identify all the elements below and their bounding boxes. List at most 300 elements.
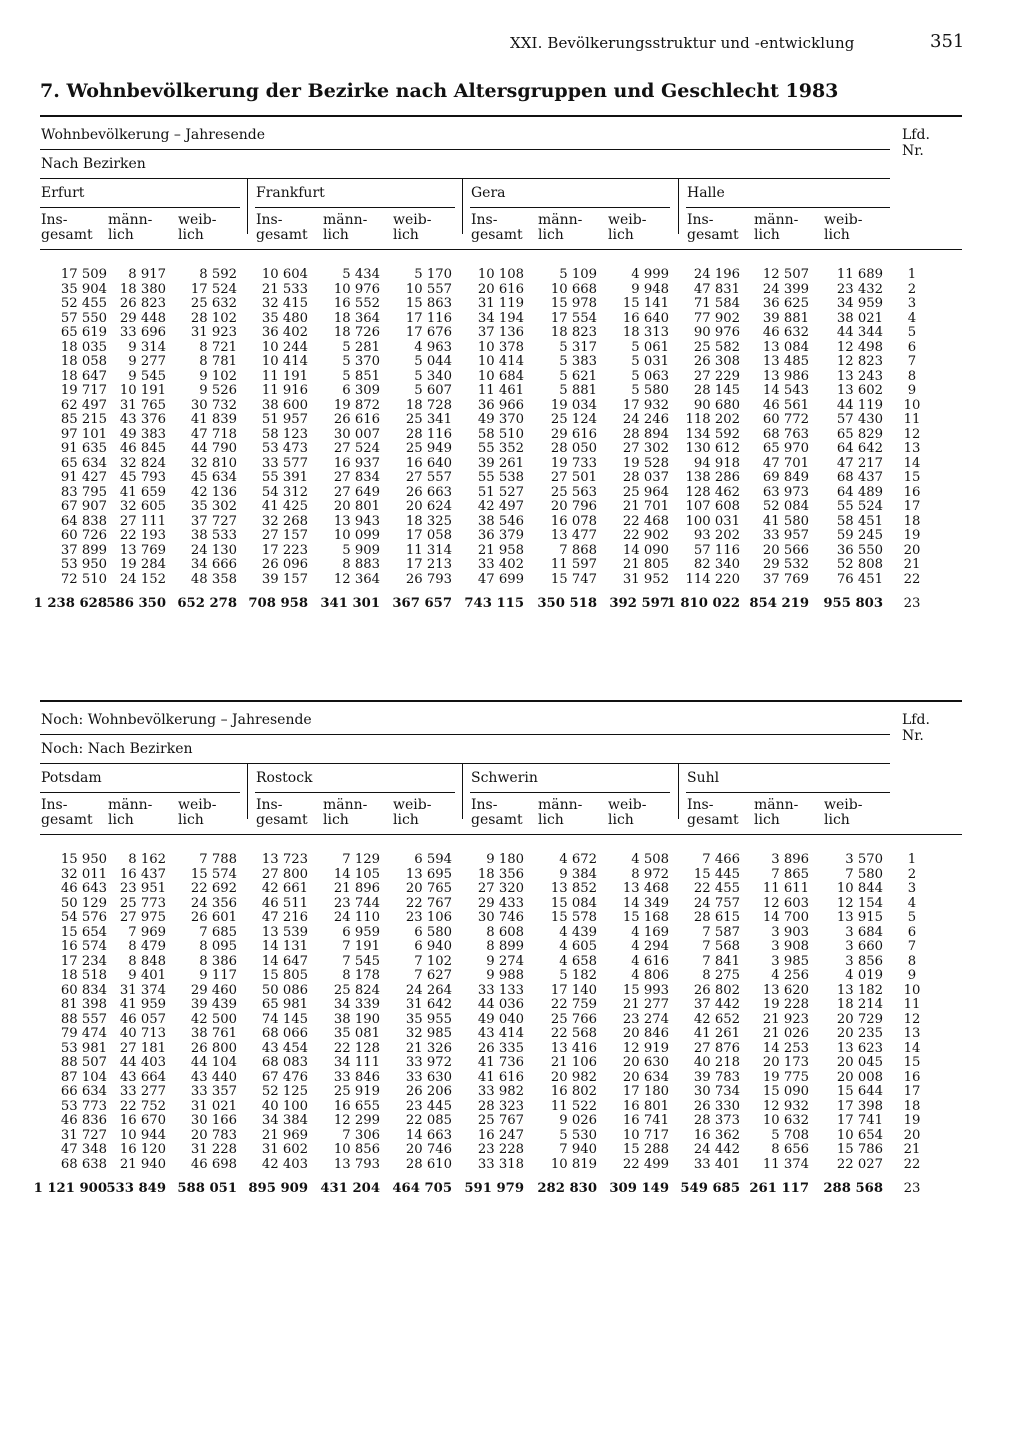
table-row [0, 428, 1024, 442]
data-cell: 60 772 [762, 412, 809, 427]
data-cell: 27 320 [477, 881, 524, 896]
data-cell: 45 793 [119, 470, 166, 485]
district-underline [470, 207, 670, 208]
data-cell: 3 660 [845, 939, 883, 954]
data-cell: 10 244 [261, 339, 308, 355]
row-number: 10 [903, 397, 921, 413]
data-cell: 49 370 [477, 412, 524, 427]
data-cell: 37 899 [60, 542, 107, 558]
table-row [0, 283, 1024, 297]
data-cell: 30 166 [190, 1113, 237, 1128]
data-cell: 24 196 [693, 267, 740, 282]
district-underline [686, 792, 890, 793]
data-cell: 25 124 [550, 412, 597, 427]
data-cell: 43 440 [190, 1069, 237, 1085]
data-cell: 42 136 [190, 484, 237, 500]
data-cell: 38 190 [333, 1011, 380, 1027]
data-cell: 13 468 [622, 881, 669, 896]
data-cell: 114 220 [685, 571, 740, 587]
row-number: 22 [903, 571, 921, 587]
data-cell: 24 110 [333, 910, 380, 925]
data-cell: 15 644 [836, 1084, 883, 1099]
row-number: 7 [907, 939, 917, 954]
total-cell: 652 278 [177, 596, 237, 611]
data-cell: 8 386 [199, 953, 237, 969]
data-cell: 22 759 [550, 997, 597, 1012]
row-number: 6 [907, 924, 917, 940]
data-cell: 13 623 [836, 1040, 883, 1056]
total-cell: 367 657 [392, 596, 452, 611]
data-cell: 4 439 [559, 924, 597, 940]
data-cell: 26 096 [261, 557, 308, 572]
data-cell: 4 672 [559, 852, 597, 867]
data-cell: 32 011 [60, 866, 107, 882]
data-cell: 13 477 [550, 528, 597, 543]
table-row [0, 1056, 1024, 1070]
data-cell: 10 976 [333, 281, 380, 297]
data-cell: 87 104 [60, 1069, 107, 1085]
data-cell: 18 058 [60, 354, 107, 369]
data-cell: 25 767 [477, 1113, 524, 1128]
data-cell: 41 616 [477, 1069, 524, 1085]
data-cell: 15 574 [190, 866, 237, 882]
table-row [0, 897, 1024, 911]
table-row [0, 1027, 1024, 1041]
data-cell: 10 684 [477, 368, 524, 384]
data-cell: 17 741 [836, 1113, 883, 1128]
row-number: 12 [903, 426, 921, 442]
table-row [0, 926, 1024, 940]
data-cell: 46 511 [261, 895, 308, 911]
row-number: 2 [907, 281, 917, 297]
total-cell: 549 685 [680, 1181, 740, 1196]
data-cell: 18 647 [60, 368, 107, 384]
data-cell: 5 170 [414, 267, 452, 282]
data-cell: 25 632 [190, 296, 237, 311]
data-cell: 18 726 [333, 325, 380, 340]
data-cell: 18 035 [60, 339, 107, 355]
district-name-schwerin: Schwerin [471, 770, 538, 786]
data-cell: 28 615 [693, 910, 740, 925]
data-cell: 33 630 [405, 1069, 452, 1085]
data-cell: 34 194 [477, 310, 524, 326]
row-number: 3 [907, 296, 917, 311]
table-row [0, 853, 1024, 867]
data-cell: 9 526 [199, 383, 237, 398]
data-cell: 27 975 [119, 910, 166, 925]
data-cell: 32 824 [119, 455, 166, 471]
data-cell: 138 286 [685, 470, 740, 485]
data-cell: 5 881 [559, 383, 597, 398]
data-cell: 5 061 [631, 339, 669, 355]
data-cell: 43 376 [119, 412, 166, 427]
data-cell: 27 229 [693, 368, 740, 384]
table-row [0, 326, 1024, 340]
data-cell: 28 037 [622, 470, 669, 485]
data-cell: 14 647 [261, 953, 308, 969]
row-number: 20 [903, 1127, 921, 1143]
data-cell: 27 501 [550, 470, 597, 485]
data-cell: 10 378 [477, 339, 524, 355]
data-cell: 55 352 [477, 441, 524, 456]
data-cell: 45 634 [190, 470, 237, 485]
data-cell: 26 802 [693, 982, 740, 998]
data-cell: 30 746 [477, 910, 524, 925]
data-cell: 10 108 [477, 267, 524, 282]
data-cell: 57 550 [60, 310, 107, 326]
row-number: 1 [907, 267, 917, 282]
data-cell: 33 402 [477, 557, 524, 572]
data-cell: 37 727 [190, 513, 237, 529]
data-cell: 25 563 [550, 484, 597, 500]
data-cell: 8 592 [199, 267, 237, 282]
data-cell: 51 527 [477, 484, 524, 500]
data-cell: 13 852 [550, 881, 597, 896]
data-cell: 55 391 [261, 470, 308, 485]
data-cell: 3 856 [845, 953, 883, 969]
row-number: 20 [903, 542, 921, 558]
data-cell: 17 234 [60, 953, 107, 969]
data-cell: 39 439 [190, 997, 237, 1012]
row-number: 10 [903, 982, 921, 998]
data-cell: 35 081 [333, 1026, 380, 1041]
data-cell: 33 133 [477, 982, 524, 998]
data-cell: 31 374 [119, 982, 166, 998]
column-header: Ins- gesamt [256, 212, 308, 243]
table-row [0, 341, 1024, 355]
data-cell: 38 600 [261, 397, 308, 413]
data-cell: 25 964 [622, 484, 669, 500]
data-cell: 130 612 [685, 441, 740, 456]
data-cell: 4 806 [631, 968, 669, 983]
data-cell: 31 952 [622, 571, 669, 587]
data-cell: 11 689 [836, 267, 883, 282]
data-cell: 5 607 [414, 383, 452, 398]
data-cell: 20 746 [405, 1142, 452, 1157]
data-cell: 16 802 [550, 1084, 597, 1099]
row-number: 19 [903, 528, 921, 543]
column-header: weib- lich [178, 797, 217, 828]
data-cell: 22 568 [550, 1026, 597, 1041]
total-cell: 1 238 628 [33, 596, 107, 611]
total-cell: 955 803 [823, 596, 883, 611]
data-cell: 36 966 [477, 397, 524, 413]
data-cell: 41 839 [190, 412, 237, 427]
data-cell: 91 427 [60, 470, 107, 485]
district-name-potsdam: Potsdam [41, 770, 102, 786]
data-cell: 21 533 [261, 281, 308, 297]
data-cell: 24 246 [622, 412, 669, 427]
data-cell: 24 356 [190, 895, 237, 911]
row-number: 14 [903, 455, 921, 471]
data-cell: 7 466 [702, 852, 740, 867]
table-row [0, 558, 1024, 572]
data-cell: 14 105 [333, 866, 380, 882]
data-cell: 9 102 [199, 368, 237, 384]
data-cell: 18 380 [119, 281, 166, 297]
data-cell: 28 116 [405, 426, 452, 442]
data-cell: 10 668 [550, 281, 597, 297]
data-cell: 18 325 [405, 513, 452, 529]
total-cell: 586 350 [106, 596, 166, 611]
data-cell: 17 180 [622, 1084, 669, 1099]
data-cell: 3 896 [771, 852, 809, 867]
column-header: männ- lich [323, 797, 368, 828]
data-cell: 52 125 [261, 1084, 308, 1099]
data-cell: 10 414 [261, 354, 308, 369]
total-cell: 341 301 [320, 596, 380, 611]
total-cell: 431 204 [320, 1181, 380, 1196]
data-cell: 63 973 [762, 484, 809, 500]
data-cell: 15 993 [622, 982, 669, 998]
data-cell: 24 264 [405, 982, 452, 998]
data-cell: 32 268 [261, 513, 308, 529]
data-cell: 44 119 [836, 397, 883, 413]
data-cell: 32 415 [261, 296, 308, 311]
data-cell: 18 214 [836, 997, 883, 1012]
row-number: 9 [907, 383, 917, 398]
data-cell: 8 721 [199, 339, 237, 355]
district-underline [40, 207, 240, 208]
data-cell: 13 182 [836, 982, 883, 998]
data-cell: 22 902 [622, 528, 669, 543]
data-cell: 69 849 [762, 470, 809, 485]
data-cell: 42 652 [693, 1011, 740, 1027]
data-cell: 17 932 [622, 397, 669, 413]
table-row [0, 1013, 1024, 1027]
data-cell: 74 145 [261, 1011, 308, 1027]
data-cell: 40 100 [261, 1098, 308, 1114]
data-cell: 46 698 [190, 1156, 237, 1172]
table-row [0, 1143, 1024, 1157]
row-number: 18 [903, 513, 921, 529]
data-cell: 24 442 [693, 1142, 740, 1157]
table-row [0, 1042, 1024, 1056]
data-cell: 52 808 [836, 557, 883, 572]
data-cell: 4 019 [845, 968, 883, 983]
data-cell: 65 634 [60, 455, 107, 471]
data-cell: 24 130 [190, 542, 237, 558]
data-cell: 31 642 [405, 997, 452, 1012]
data-cell: 13 915 [836, 910, 883, 925]
data-cell: 12 932 [762, 1098, 809, 1114]
data-cell: 28 145 [693, 383, 740, 398]
data-cell: 15 978 [550, 296, 597, 311]
data-cell: 23 274 [622, 1011, 669, 1027]
data-cell: 17 058 [405, 528, 452, 543]
data-cell: 16 120 [119, 1142, 166, 1157]
data-cell: 20 846 [622, 1026, 669, 1041]
data-cell: 19 284 [119, 557, 166, 572]
data-cell: 17 524 [190, 281, 237, 297]
data-cell: 27 800 [261, 866, 308, 882]
table-row [0, 312, 1024, 326]
data-cell: 10 604 [261, 267, 308, 282]
data-cell: 23 445 [405, 1098, 452, 1114]
table-row [0, 370, 1024, 384]
data-cell: 5 621 [559, 368, 597, 384]
data-cell: 17 213 [405, 557, 452, 572]
total-cell: 743 115 [464, 596, 524, 611]
data-cell: 26 308 [693, 354, 740, 369]
district-separator [462, 763, 463, 819]
data-cell: 16 640 [622, 310, 669, 326]
data-cell: 17 676 [405, 325, 452, 340]
data-cell: 50 129 [60, 895, 107, 911]
data-cell: 23 744 [333, 895, 380, 911]
data-cell: 13 084 [762, 339, 809, 355]
data-cell: 31 765 [119, 397, 166, 413]
data-cell: 43 454 [261, 1040, 308, 1056]
data-cell: 17 554 [550, 310, 597, 326]
data-cell: 32 810 [190, 455, 237, 471]
data-cell: 49 383 [119, 426, 166, 442]
data-cell: 26 800 [190, 1040, 237, 1056]
table-row [0, 442, 1024, 456]
data-cell: 27 649 [333, 484, 380, 500]
data-cell: 15 141 [622, 296, 669, 311]
row-number: 1 [907, 852, 917, 867]
data-cell: 31 727 [60, 1127, 107, 1143]
section-top-rule [40, 700, 962, 702]
data-cell: 100 031 [685, 513, 740, 529]
data-cell: 11 314 [405, 542, 452, 558]
row-number: 19 [903, 1113, 921, 1128]
data-cell: 68 638 [60, 1156, 107, 1172]
data-cell: 5 708 [771, 1127, 809, 1143]
data-cell: 50 086 [261, 982, 308, 998]
data-cell: 28 894 [622, 426, 669, 442]
total-cell: 591 979 [464, 1181, 524, 1196]
data-cell: 5 530 [559, 1127, 597, 1143]
data-cell: 4 616 [631, 953, 669, 969]
data-cell: 53 473 [261, 441, 308, 456]
data-cell: 20 796 [550, 499, 597, 514]
data-cell: 6 594 [414, 852, 452, 867]
data-cell: 33 982 [477, 1084, 524, 1099]
data-cell: 9 948 [631, 281, 669, 297]
total-cell: 282 830 [537, 1181, 597, 1196]
total-cell: 895 909 [248, 1181, 308, 1196]
data-cell: 42 500 [190, 1011, 237, 1027]
table-row [0, 882, 1024, 896]
column-header: Ins- gesamt [471, 212, 523, 243]
table-row [0, 1129, 1024, 1143]
district-name-erfurt: Erfurt [41, 185, 85, 201]
district-name-gera: Gera [471, 185, 506, 201]
data-cell: 79 474 [60, 1026, 107, 1041]
data-cell: 4 508 [631, 852, 669, 867]
section-header-line2: Noch: Nach Bezirken [41, 741, 193, 757]
data-cell: 15 090 [762, 1084, 809, 1099]
data-cell: 4 294 [631, 939, 669, 954]
column-header: Ins- gesamt [41, 797, 93, 828]
table-row [0, 1071, 1024, 1085]
data-cell: 90 976 [693, 325, 740, 340]
data-cell: 44 104 [190, 1055, 237, 1070]
table-row [0, 355, 1024, 369]
data-cell: 62 497 [60, 397, 107, 413]
data-cell: 33 972 [405, 1055, 452, 1070]
data-cell: 51 957 [261, 412, 308, 427]
data-cell: 27 876 [693, 1040, 740, 1056]
district-underline [470, 792, 670, 793]
data-cell: 3 985 [771, 953, 809, 969]
data-cell: 7 841 [702, 953, 740, 969]
data-cell: 23 432 [836, 281, 883, 297]
column-header: weib- lich [608, 797, 647, 828]
data-cell: 14 663 [405, 1127, 452, 1143]
data-cell: 22 085 [405, 1113, 452, 1128]
data-cell: 7 685 [199, 924, 237, 940]
data-cell: 36 379 [477, 528, 524, 543]
data-cell: 10 856 [333, 1142, 380, 1157]
district-rule [40, 763, 890, 764]
data-cell: 12 498 [836, 339, 883, 355]
data-cell: 32 985 [405, 1026, 452, 1041]
column-header-rule [40, 249, 962, 250]
data-cell: 67 907 [60, 499, 107, 514]
data-cell: 9 277 [128, 354, 166, 369]
running-head: XXI. Bevölkerungsstruktur und -entwicklung [510, 34, 855, 52]
data-cell: 47 699 [477, 571, 524, 587]
data-cell: 7 191 [342, 939, 380, 954]
data-cell: 5 063 [631, 368, 669, 384]
data-cell: 21 940 [119, 1156, 166, 1172]
data-cell: 13 485 [762, 354, 809, 369]
data-cell: 24 152 [119, 571, 166, 587]
data-cell: 5 580 [631, 383, 669, 398]
data-cell: 11 522 [550, 1098, 597, 1114]
total-cell: 261 117 [749, 1181, 809, 1196]
data-cell: 26 206 [405, 1084, 452, 1099]
data-cell: 33 696 [119, 325, 166, 340]
data-cell: 23 951 [119, 881, 166, 896]
data-cell: 20 616 [477, 281, 524, 297]
data-cell: 65 970 [762, 441, 809, 456]
data-cell: 8 095 [199, 939, 237, 954]
column-header: männ- lich [754, 797, 799, 828]
data-cell: 65 829 [836, 426, 883, 442]
row-number: 11 [903, 412, 921, 427]
data-cell: 5 434 [342, 267, 380, 282]
data-cell: 64 489 [836, 484, 883, 500]
table-row [0, 500, 1024, 514]
data-cell: 29 532 [762, 557, 809, 572]
data-cell: 10 819 [550, 1156, 597, 1172]
data-cell: 30 732 [190, 397, 237, 413]
total-cell: 854 219 [749, 596, 809, 611]
data-cell: 27 834 [333, 470, 380, 485]
data-cell: 118 202 [685, 412, 740, 427]
data-cell: 54 576 [60, 910, 107, 925]
row-number: 2 [907, 866, 917, 882]
data-cell: 8 848 [128, 953, 166, 969]
column-header: Ins- gesamt [471, 797, 523, 828]
data-cell: 5 370 [342, 354, 380, 369]
data-cell: 10 654 [836, 1127, 883, 1143]
data-cell: 41 659 [119, 484, 166, 500]
column-header: männ- lich [323, 212, 368, 243]
data-cell: 15 445 [693, 866, 740, 882]
data-cell: 33 318 [477, 1156, 524, 1172]
data-cell: 18 356 [477, 866, 524, 882]
data-cell: 16 655 [333, 1098, 380, 1114]
table-row [0, 515, 1024, 529]
data-cell: 11 611 [762, 881, 809, 896]
column-header-rule [40, 834, 962, 835]
data-cell: 21 805 [622, 557, 669, 572]
